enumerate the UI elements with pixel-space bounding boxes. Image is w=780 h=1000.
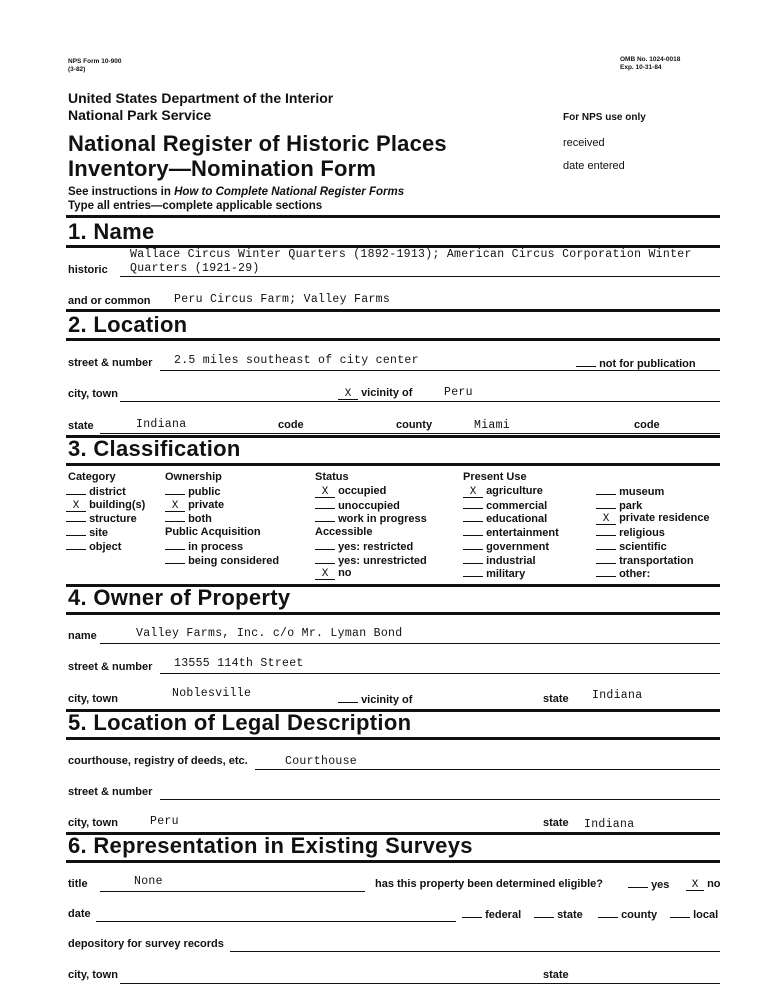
- checkbox-option[interactable]: [66, 485, 126, 498]
- option-label: scientific: [619, 540, 667, 553]
- form-revision: (3-82): [68, 66, 86, 73]
- vicinity-of[interactable]: X vicinity of: [338, 387, 412, 400]
- checkbox-option[interactable]: [66, 526, 108, 539]
- check-mark: [66, 540, 86, 550]
- code-label: code: [278, 419, 304, 431]
- option-label: religious: [619, 527, 665, 540]
- section-4-heading: 4. Owner of Property: [68, 585, 291, 610]
- field-line: [230, 951, 720, 952]
- owner-street-value: 13555 114th Street: [174, 657, 304, 670]
- option-label: museum: [619, 486, 665, 498]
- field-line: [100, 433, 720, 434]
- eligible-yes[interactable]: yes: [628, 878, 669, 891]
- state-option[interactable]: state: [534, 908, 583, 921]
- option-label: agriculture: [486, 485, 543, 497]
- depository-state-label: state: [543, 969, 569, 981]
- checkbox-option[interactable]: [596, 567, 650, 580]
- checkbox-option[interactable]: [596, 540, 667, 553]
- field-line: [255, 769, 720, 770]
- check-mark: [463, 512, 483, 522]
- check-mark: [596, 526, 616, 536]
- option-label: no: [338, 567, 352, 580]
- check-mark: [463, 554, 483, 564]
- checkbox-option[interactable]: [596, 512, 710, 525]
- local-option[interactable]: local: [670, 908, 718, 921]
- check-mark: [596, 485, 616, 495]
- checkbox-option[interactable]: [315, 512, 427, 525]
- owner-state-value: Indiana: [592, 689, 643, 702]
- field-line: [160, 370, 720, 371]
- section-rule: [66, 463, 720, 466]
- owner-name-value: Valley Farms, Inc. c/o Mr. Lyman Bond: [136, 627, 403, 640]
- state-value: Indiana: [136, 418, 187, 431]
- owner-city-label: city, town: [68, 693, 118, 705]
- courthouse-label: courthouse, registry of deeds, etc.: [68, 755, 248, 767]
- option-label: transportation: [619, 554, 694, 567]
- option-label: district: [89, 486, 126, 498]
- check-mark: X: [596, 515, 616, 525]
- survey-date-label: date: [68, 908, 91, 920]
- historic-value-line1: Wallace Circus Winter Quarters (1892-1913); American Circus Corporation Winter: [130, 248, 692, 261]
- section-rule: [66, 860, 720, 863]
- check-mark: [66, 526, 86, 536]
- option-label: commercial: [486, 499, 548, 512]
- owner-state-label: state: [543, 693, 569, 705]
- section-3-heading: 3. Classification: [68, 436, 241, 461]
- form-title-line2: Inventory—Nomination Form: [68, 156, 377, 181]
- owner-name-label: name: [68, 630, 97, 642]
- checkbox-option[interactable]: [463, 554, 536, 567]
- check-mark: [315, 540, 335, 550]
- checkbox-option[interactable]: [66, 499, 145, 512]
- section-rule: [66, 215, 720, 218]
- option-label: unoccupied: [338, 499, 400, 512]
- code2-label: code: [634, 419, 660, 431]
- check-mark: [315, 499, 335, 509]
- field-line: [100, 643, 720, 644]
- check-mark: [165, 554, 185, 564]
- check-mark: [463, 499, 483, 509]
- option-label: in process: [188, 541, 244, 553]
- option-label: site: [89, 527, 109, 540]
- option-label: occupied: [338, 485, 387, 497]
- section-6-heading: 6. Representation in Existing Surveys: [68, 833, 473, 858]
- check-mark: [596, 540, 616, 550]
- eligible-question: has this property been determined eligible?: [375, 878, 603, 890]
- service-name: National Park Service: [68, 107, 212, 123]
- check-mark: [463, 540, 483, 550]
- legal-state-label: state: [543, 817, 569, 829]
- checkbox-option[interactable]: [165, 540, 243, 553]
- check-mark: X: [315, 570, 335, 580]
- historic-label: historic: [68, 264, 108, 276]
- owner-vicinity[interactable]: vicinity of: [338, 693, 412, 706]
- field-line: [100, 891, 365, 892]
- county-value: Miami: [474, 419, 511, 432]
- city-value: Peru: [444, 386, 473, 399]
- checkbox-option[interactable]: [165, 499, 224, 512]
- option-label: industrial: [486, 554, 536, 567]
- category-heading: Category: [68, 471, 116, 483]
- check-mark: [165, 485, 185, 495]
- checkbox-option[interactable]: [463, 512, 547, 525]
- field-line: [160, 673, 720, 674]
- check-mark: [315, 554, 335, 564]
- not-for-publication[interactable]: not for publication: [576, 357, 696, 370]
- form-title-line1: National Register of Historic Places: [68, 131, 447, 156]
- check-mark: [165, 540, 185, 550]
- option-label: park: [619, 499, 643, 512]
- check-mark: X: [165, 502, 185, 512]
- nps-date-entered-label: date entered: [563, 160, 625, 172]
- field-line: [120, 983, 720, 984]
- check-mark: [596, 567, 616, 577]
- checkbox-option[interactable]: [596, 526, 665, 539]
- historic-value-line2: Quarters (1921-29): [130, 262, 260, 275]
- street-number-label: street & number: [68, 357, 153, 369]
- checkbox-option[interactable]: [315, 567, 352, 580]
- field-line: [120, 401, 720, 402]
- checkbox-option[interactable]: [463, 540, 549, 553]
- section-5-heading: 5. Location of Legal Description: [68, 710, 412, 735]
- checkbox-option[interactable]: [463, 485, 543, 498]
- survey-title-value: None: [134, 875, 163, 888]
- checkbox-option[interactable]: [463, 526, 559, 539]
- checkbox-option[interactable]: [596, 485, 664, 498]
- department-name: United States Department of the Interior: [68, 90, 334, 106]
- check-mark: [66, 485, 86, 495]
- checkbox-option[interactable]: [463, 499, 547, 512]
- section-2-heading: 2. Location: [68, 312, 188, 337]
- form-number: NPS Form 10-900: [68, 58, 122, 65]
- depository-label: depository for survey records: [68, 938, 224, 950]
- present-use-heading: Present Use: [463, 471, 527, 483]
- ownership-heading: Ownership: [165, 471, 222, 483]
- option-label: work in progress: [338, 513, 427, 526]
- option-label: educational: [486, 513, 548, 526]
- option-label: yes: restricted: [338, 541, 414, 553]
- public-acquisition-heading: Public Acquisition: [165, 526, 261, 538]
- checkbox-option[interactable]: [66, 512, 137, 525]
- checkbox-option[interactable]: [315, 540, 413, 553]
- checkbox-option[interactable]: [596, 499, 642, 512]
- depository-city-label: city, town: [68, 969, 118, 981]
- checkbox-option[interactable]: [165, 512, 212, 525]
- survey-title-label: title: [68, 878, 88, 890]
- legal-city-value: Peru: [150, 815, 179, 828]
- check-mark: [596, 499, 616, 509]
- checkbox-option[interactable]: [315, 485, 386, 498]
- owner-city-value: Noblesville: [172, 687, 252, 700]
- field-line: [160, 799, 720, 800]
- instructions-line1: See instructions in How to Complete National Register Forms: [68, 186, 405, 198]
- omb-expiry: Exp. 10-31-84: [620, 64, 662, 71]
- instructions-line2: Type all entries—complete applicable sections: [68, 200, 323, 212]
- county-option[interactable]: county: [598, 908, 657, 921]
- field-line: [96, 921, 456, 922]
- check-mark: [596, 554, 616, 564]
- federal-option[interactable]: federal: [462, 908, 521, 921]
- accessible-heading: Accessible: [315, 526, 373, 538]
- courthouse-value: Courthouse: [285, 755, 358, 768]
- eligible-no[interactable]: X no: [686, 878, 721, 891]
- option-label: being considered: [188, 554, 280, 567]
- checkbox-option[interactable]: [315, 554, 427, 567]
- check-mark: [66, 512, 86, 522]
- section-rule: [66, 612, 720, 615]
- check-mark: X: [66, 502, 86, 512]
- legal-city-label: city, town: [68, 817, 118, 829]
- owner-street-label: street & number: [68, 661, 153, 673]
- option-label: both: [188, 513, 212, 526]
- county-label: county: [396, 419, 433, 431]
- check-mark: X: [315, 488, 335, 498]
- common-name-value: Peru Circus Farm; Valley Farms: [174, 293, 391, 306]
- street-number-value: 2.5 miles southeast of city center: [174, 354, 419, 367]
- checkbox-option[interactable]: [66, 540, 121, 553]
- option-label: government: [486, 540, 550, 553]
- check-mark: [165, 512, 185, 522]
- section-rule: [66, 338, 720, 341]
- checkbox-option[interactable]: [165, 554, 279, 567]
- option-label: other:: [619, 568, 651, 581]
- common-name-label: and or common: [68, 295, 151, 307]
- section-rule: [66, 737, 720, 740]
- status-heading: Status: [315, 471, 349, 483]
- check-mark: [315, 512, 335, 522]
- nps-received-label: received: [563, 137, 605, 149]
- city-town-label: city, town: [68, 388, 118, 400]
- omb-number: OMB No. 1024-0018: [620, 56, 681, 63]
- option-label: yes: unrestricted: [338, 554, 427, 567]
- checkbox-option[interactable]: [315, 499, 400, 512]
- check-mark: [463, 526, 483, 536]
- legal-street-label: street & number: [68, 786, 153, 798]
- checkbox-option[interactable]: [596, 554, 694, 567]
- state-label: state: [68, 420, 94, 432]
- checkbox-option[interactable]: [165, 485, 220, 498]
- option-label: private: [188, 498, 225, 511]
- option-label: object: [89, 540, 122, 553]
- nps-use-heading: For NPS use only: [563, 112, 646, 123]
- legal-state-value: Indiana: [584, 818, 635, 831]
- option-label: structure: [89, 513, 137, 526]
- option-label: private residence: [619, 512, 710, 525]
- check-mark: X: [463, 488, 483, 498]
- field-line: [120, 276, 720, 277]
- checkbox-option[interactable]: [463, 567, 525, 580]
- option-label: military: [486, 568, 526, 581]
- check-mark: [463, 567, 483, 577]
- option-label: building(s): [89, 498, 146, 511]
- section-1-heading: 1. Name: [68, 219, 155, 244]
- option-label: public: [188, 486, 221, 498]
- option-label: entertainment: [486, 527, 559, 540]
